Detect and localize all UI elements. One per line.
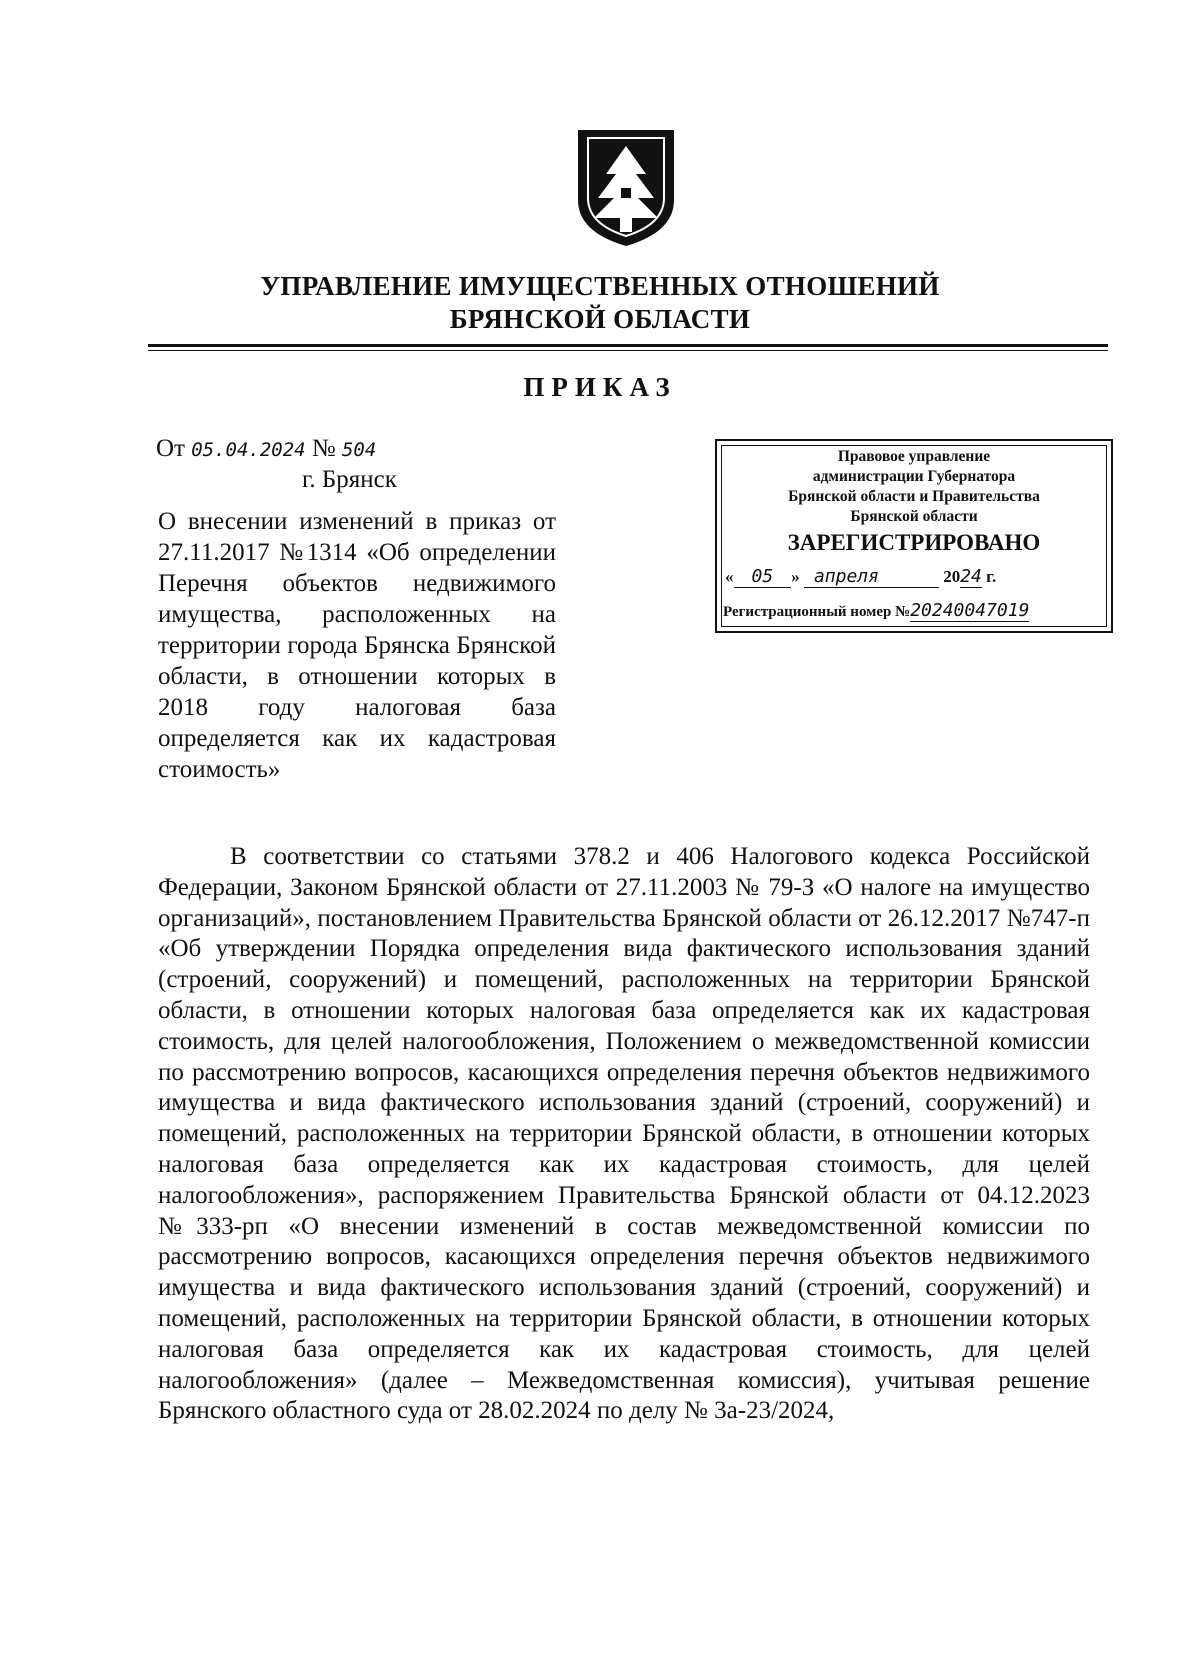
header-divider <box>148 344 1108 347</box>
subject-text-end: стоимость» <box>158 756 281 783</box>
org-line-2: БРЯНСКОЙ ОБЛАСТИ <box>449 304 751 334</box>
body-paragraph: В соответствии со статьями 378.2 и 406 Налогового кодекса Российской Федерации, Законом Брянской области от 27.11.2003 № 79-З «О налоге на имущество организаций», постановлением Правительства Брянской области от 26.12.2017 №747-п «Об утверждении Порядка определения вида фактического использования зданий (строений, сооружений) и помещений, расположенных на территории Брянской области, в отношении которых налоговая база определяется как их кадастровая стоимость, для целей налогообложения, Положением о межведомственной комиссии по рассмотрению вопросов, касающихся определения перечня объектов недвижимого имущества и вида фактического использования зданий (строений, сооружений) и помещений, расположенных на территории Брянской области, в отношении которых налоговая база определяется как их кадастровая стоимость, для целей налогообложения», распоряжением Правительства Брянской области от 04.12.2023 №333-рп «О внесении изменений в состав межведомственной комиссии по рассмотрению вопросов, касающихся определения перечня объектов недвижимого имущества и вида фактического использования зданий (строений, сооружений) и помещений, расположенных на территории Брянской области, в отношении которых налоговая база определяется как их кадастровая стоимость, для целей налогообложения» (далее – Межведомственная комиссия), учитывая решение Брянского областного суда от 28.02.2024 по делу № 3а-23/2024, <box>158 843 1090 1425</box>
stamp-registered: ЗАРЕГИСТРИРОВАНО <box>787 530 1041 555</box>
stamp-line-4: Брянской области <box>850 508 978 525</box>
from-label: От <box>156 435 185 462</box>
stamp-line-2: администрации Губернатора <box>812 468 1016 485</box>
document-type: ПРИКАЗ <box>523 372 677 402</box>
number-label: № <box>311 435 336 462</box>
subject-text: О внесении изменений в приказ от 27.11.2017 №1314 «Об определении Перечня объектов недвижимого имущества, расположенных на территории города Брянска Брянской области, в отношении которых в 2018 году налоговая база определяется как их кадастровая <box>158 508 556 752</box>
stamp-reg-label: Регистрационный номер № <box>723 604 911 620</box>
order-number: 504 <box>341 439 377 461</box>
header-divider-thin <box>148 350 1108 351</box>
stamp-registration-number <box>723 600 1113 621</box>
stamp-line-1: Правовое управление <box>837 448 991 465</box>
coat-of-arms-icon <box>576 128 676 248</box>
stamp-day: 05 <box>734 566 792 588</box>
order-city: г. Брянск <box>302 466 397 493</box>
stamp-authority <box>717 447 1111 527</box>
stamp-year-unit: г. <box>986 567 997 586</box>
order-date-line <box>156 435 376 463</box>
registration-stamp <box>715 439 1113 633</box>
organization-name <box>0 270 1200 336</box>
stamp-date: « 05 » апреля 2024 г. <box>725 566 997 587</box>
stamp-month: апреля <box>804 566 939 588</box>
stamp-year-prefix: 20 <box>943 567 961 586</box>
org-line-1: УПРАВЛЕНИЕ ИМУЩЕСТВЕННЫХ ОТНОШЕНИЙ <box>260 271 940 301</box>
stamp-reg-number: 20240047019 <box>910 600 1030 621</box>
order-date: 05.04.2024 <box>191 439 306 461</box>
stamp-line-3: Брянской области и Правительства <box>788 488 1040 505</box>
stamp-year-suffix: 24 <box>960 566 982 587</box>
order-subject <box>158 506 556 785</box>
